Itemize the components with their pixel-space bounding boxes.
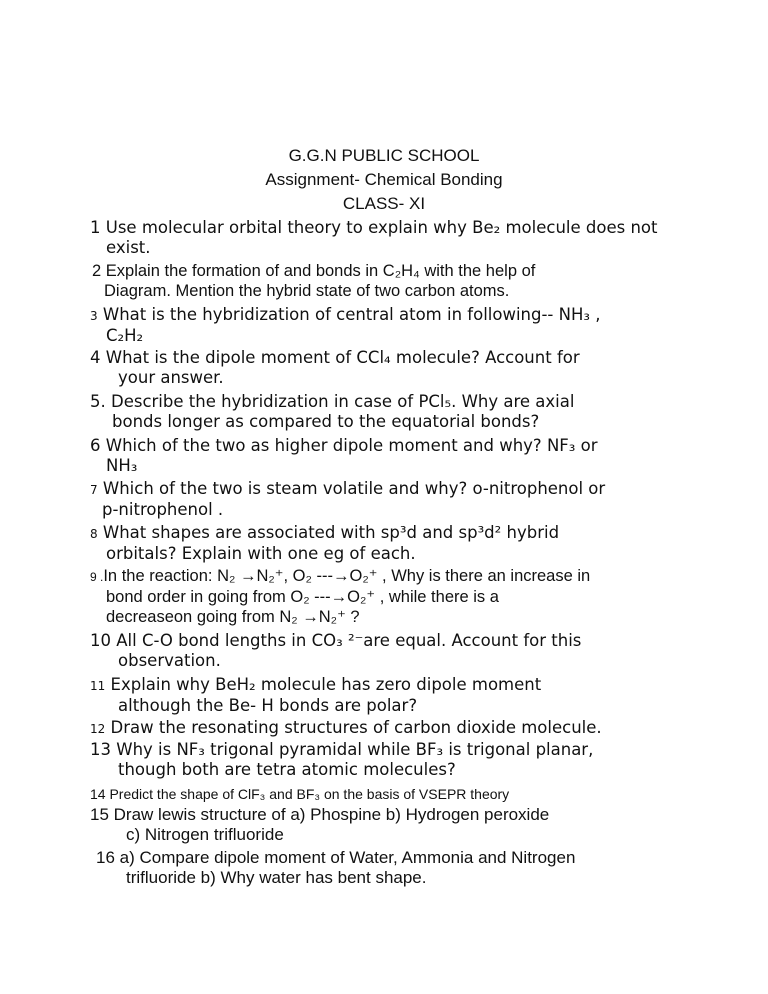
- question-13: [90, 740, 768, 780]
- question-number: 6: [90, 436, 101, 455]
- question-number: 15: [90, 805, 109, 824]
- question-text: Use molecular orbital theory to explain why Be₂ molecule does not: [105, 218, 658, 237]
- question-text: What shapes are associated with sp³d and sp³d² hybrid: [102, 523, 560, 542]
- question-text: What is the hybridization of central atom in following-- NH₃ ,: [102, 305, 601, 324]
- question-text: Explain why BeH₂ molecule has zero dipole moment: [110, 675, 542, 694]
- question-number: 14: [90, 786, 106, 802]
- school-name: G.G.N PUBLIC SCHOOL: [288, 146, 480, 165]
- question-text: All C-O bond lengths in CO₃ ²⁻are equal. Account for this: [116, 631, 582, 650]
- question-text-cont: c) Nitrogen trifluoride: [126, 825, 284, 844]
- question-text-cont: bonds longer as compared to the equatorial bonds?: [112, 412, 540, 431]
- question-number: 4: [90, 348, 101, 367]
- question-text: In the reaction: N₂ →N₂⁺, O₂ ---→O₂⁺ , Why is there an increase in: [103, 567, 591, 585]
- question-text-cont: exist.: [106, 238, 151, 257]
- question-number: 10: [90, 631, 111, 650]
- question-text-cont: p-nitrophenol .: [102, 500, 224, 519]
- question-number: 9 .: [90, 570, 104, 584]
- question-16: [96, 848, 768, 888]
- question-text-cont-2: decreaseon going from N₂ →N₂⁺ ?: [106, 608, 360, 626]
- question-8: [90, 523, 768, 564]
- question-text: Draw lewis structure of a) Phospine b) Hydrogen peroxide: [113, 805, 550, 824]
- question-text: Draw the resonating structures of carbon dioxide molecule.: [110, 718, 602, 737]
- question-number: 3: [90, 309, 98, 323]
- question-14: [90, 784, 768, 804]
- question-4: [90, 348, 768, 388]
- question-text-cont: C₂H₂: [106, 326, 144, 345]
- question-number: 12: [90, 722, 106, 736]
- question-9: [90, 566, 768, 627]
- question-text-cont: orbitals? Explain with one eg of each.: [106, 544, 416, 563]
- question-number: 8: [90, 527, 98, 541]
- question-text: Explain the formation of and bonds in C₂H₄ with the help of: [105, 262, 536, 280]
- question-text: a) Compare dipole moment of Water, Ammonia and Nitrogen: [119, 848, 576, 867]
- question-text: Predict the shape of ClF₃ and BF₃ on the basis of VSEPR theory: [109, 786, 510, 802]
- question-number: 11: [90, 679, 106, 693]
- question-text: Which of the two is steam volatile and why? o-nitrophenol or: [102, 479, 606, 498]
- question-text-cont: although the Be- H bonds are polar?: [118, 696, 418, 715]
- question-3: [90, 305, 768, 346]
- question-text-cont: your answer.: [118, 368, 224, 387]
- question-7: [90, 479, 768, 520]
- question-number: 13: [90, 740, 111, 759]
- question-text-cont: Diagram. Mention the hybrid state of two carbon atoms.: [104, 282, 510, 300]
- question-text-cont: though both are tetra atomic molecules?: [118, 760, 456, 779]
- question-number: 1: [90, 218, 101, 237]
- question-15: [90, 805, 768, 845]
- question-text-cont: NH₃: [106, 456, 138, 475]
- class-label: CLASS- XI: [342, 194, 426, 213]
- question-text-cont: trifluoride b) Why water has bent shape.: [126, 868, 427, 887]
- question-text: What is the dipole moment of CCl₄ molecule? Account for: [105, 348, 580, 367]
- question-1: [90, 218, 768, 258]
- question-text: Describe the hybridization in case of PCl₅. Why are axial: [111, 392, 575, 411]
- question-number: 2: [92, 262, 102, 280]
- question-2: [92, 261, 768, 301]
- assignment-title: Assignment- Chemical Bonding: [265, 170, 503, 189]
- question-number: 7: [90, 483, 98, 497]
- question-6: [90, 436, 768, 476]
- question-number: 16: [96, 848, 115, 867]
- question-text-cont: observation.: [118, 651, 221, 670]
- question-text-cont: bond order in going from O₂ ---→O₂⁺ , while there is a: [106, 588, 499, 606]
- question-11: [90, 675, 768, 716]
- question-10: [90, 631, 768, 671]
- question-text: Why is NF₃ trigonal pyramidal while BF₃ is trigonal planar,: [116, 740, 594, 759]
- question-5: [90, 392, 768, 432]
- question-text: Which of the two as higher dipole moment and why? NF₃ or: [105, 436, 598, 455]
- question-number: 5.: [90, 392, 106, 411]
- question-12: [90, 718, 768, 739]
